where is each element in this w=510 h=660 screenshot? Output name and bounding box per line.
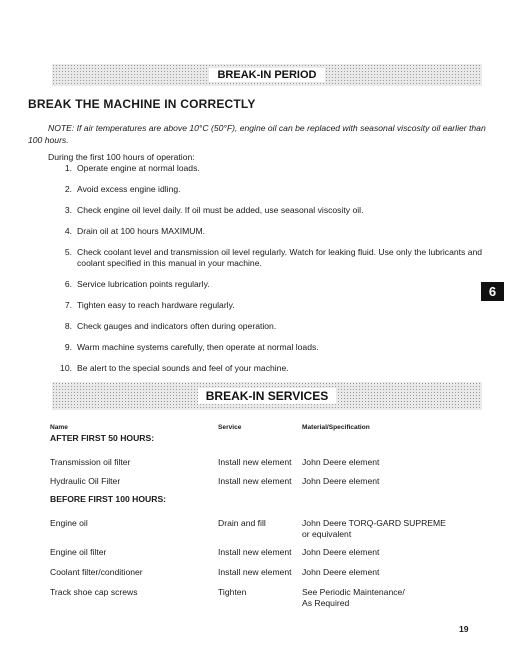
step-text: Avoid excess engine idling.: [77, 184, 181, 194]
column-header-service: Service: [218, 424, 242, 431]
table-cell-service: Install new element: [218, 547, 292, 557]
table-cell-name: Hydraulic Oil Filter: [50, 476, 121, 486]
table-section-label: AFTER FIRST 50 HOURS:: [50, 433, 155, 443]
step-number: 9.: [64, 342, 72, 352]
step-text-continued: coolant specified in this manual in your machine.: [77, 258, 262, 268]
column-header-specification: Material/Specification: [302, 424, 370, 431]
list-item: [48, 279, 488, 290]
break-in-steps-list: [48, 163, 488, 374]
table-cell-name: Engine oil filter: [50, 547, 107, 557]
list-item: [48, 300, 488, 311]
spec-line: As Required: [302, 598, 350, 608]
step-text: Tighten easy to reach hardware regularly.: [77, 300, 235, 310]
step-text: Drain oil at 100 hours MAXIMUM.: [77, 226, 205, 236]
list-item: [48, 342, 488, 353]
page-number: 19: [459, 624, 469, 634]
table-cell-spec: John Deere element: [302, 547, 380, 557]
steps-intro: During the first 100 hours of operation:: [48, 152, 195, 162]
list-item: [48, 163, 488, 174]
table-cell-name: Track shoe cap screws: [50, 587, 138, 597]
table-cell-service: Tighten: [218, 587, 247, 597]
spec-line: or equivalent: [302, 529, 352, 539]
table-cell-service: Install new element: [218, 476, 292, 486]
step-number: 8.: [64, 321, 72, 331]
table-cell-spec: John Deere element: [302, 476, 380, 486]
spec-line: See Periodic Maintenance/: [302, 587, 405, 597]
step-text: Be alert to the special sounds and feel of your machine.: [77, 363, 289, 373]
note-line: 100 hours.: [28, 135, 69, 145]
table-cell-spec: John Deere element: [302, 457, 380, 467]
list-item: [48, 321, 488, 332]
step-text: Operate engine at normal loads.: [77, 163, 200, 173]
list-item: [48, 363, 488, 374]
table-section-label: BEFORE FIRST 100 HOURS:: [50, 494, 167, 504]
spec-line: John Deere TORQ-GARD SUPREME: [302, 518, 446, 528]
section-tab-marker: 6: [481, 282, 504, 301]
table-cell-name: Coolant filter/conditioner: [50, 567, 143, 577]
step-number: 10.: [60, 363, 72, 373]
page-heading: BREAK THE MACHINE IN CORRECTLY: [28, 97, 256, 111]
step-text: Check coolant level and transmission oil level regularly. Watch for leaking fluid. Use only the lubricants and: [77, 247, 483, 257]
column-header-name: Name: [50, 424, 68, 431]
table-cell-service: Drain and fill: [218, 518, 266, 528]
note-paragraph: [28, 122, 488, 146]
table-cell-service: Install new element: [218, 457, 292, 467]
table-cell-name: Engine oil: [50, 518, 88, 528]
step-number: 5.: [64, 247, 72, 257]
section-banner-break-in-services: [52, 382, 482, 410]
step-number: 6.: [64, 279, 72, 289]
list-item: [48, 226, 488, 237]
section-banner-break-in-period: [52, 64, 482, 86]
step-text: Check gauges and indicators often during operation.: [77, 321, 277, 331]
step-number: 4.: [64, 226, 72, 236]
list-item: [48, 247, 488, 269]
table-cell-name: Transmission oil filter: [50, 457, 131, 467]
step-text: Check engine oil level daily. If oil must be added, use seasonal viscosity oil.: [77, 205, 364, 215]
banner-title: BREAK-IN SERVICES: [198, 388, 336, 404]
table-cell-spec: John Deere element: [302, 567, 380, 577]
step-number: 7.: [64, 300, 72, 310]
list-item: [48, 184, 488, 195]
list-item: [48, 205, 488, 216]
step-text: Service lubrication points regularly.: [77, 279, 210, 289]
table-cell-spec: [302, 518, 446, 540]
banner-title: BREAK-IN PERIOD: [209, 68, 324, 82]
table-cell-spec: [302, 587, 405, 609]
step-number: 2.: [64, 184, 72, 194]
step-number: 1.: [64, 163, 72, 173]
step-text-block: [72, 247, 482, 269]
step-number: 3.: [64, 205, 72, 215]
table-cell-service: Install new element: [218, 567, 292, 577]
step-text: Warm machine systems carefully, then operate at normal loads.: [77, 342, 319, 352]
note-line: NOTE: If air temperatures are above 10°C (50°F), engine oil can be replaced with seasonal viscosity oil earlier than: [48, 123, 486, 133]
